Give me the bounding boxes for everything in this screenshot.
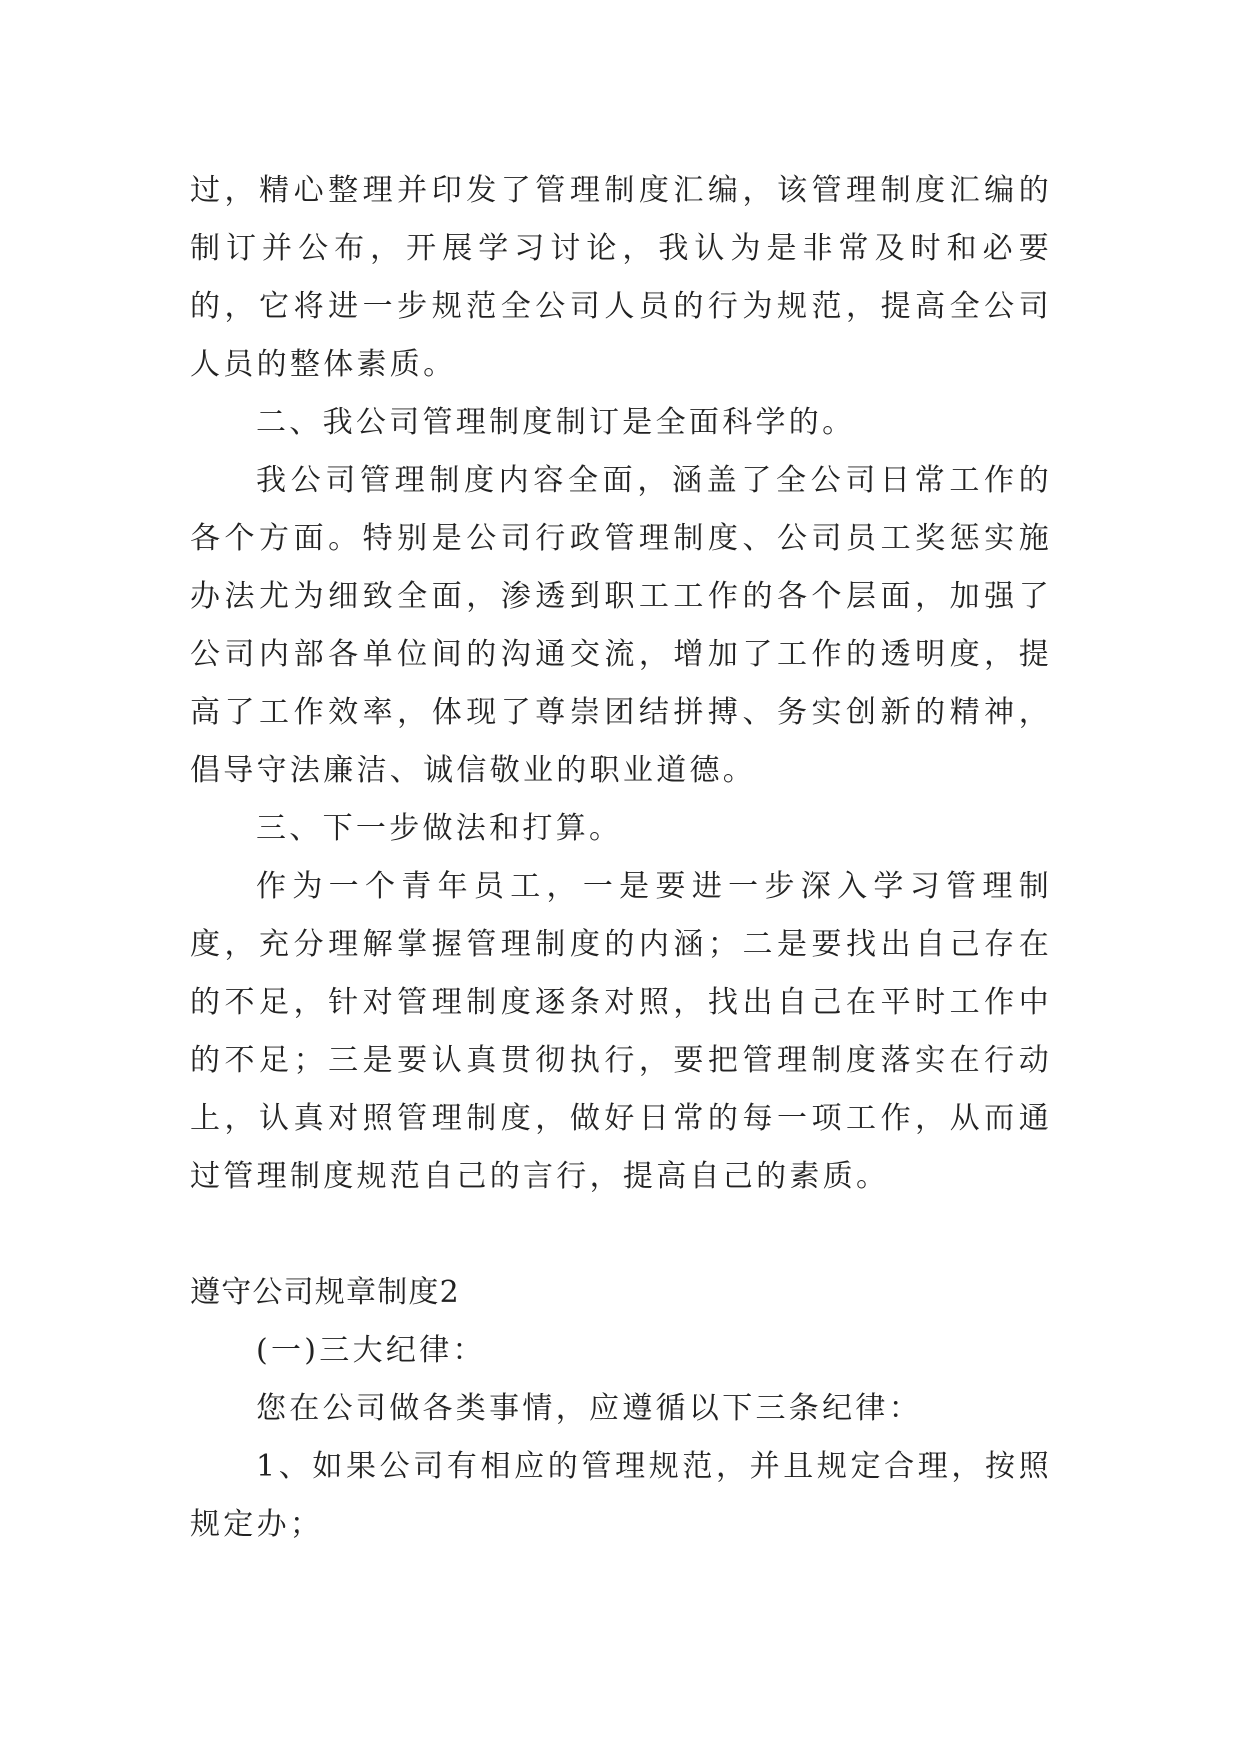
document-body bbox=[190, 162, 1052, 1554]
paragraph-1: 过，精心整理并印发了管理制度汇编，该管理制度汇编的制订并公布，开展学习讨论，我认为是非常及时和必要的，它将进一步规范全公司人员的行为规范，提高全公司人员的整体素质。 bbox=[190, 173, 1052, 382]
paragraph-2: 我公司管理制度内容全面，涵盖了全公司日常工作的各个方面。特别是公司行政管理制度、公司员工奖惩实施办法尤为细致全面，渗透到职工工作的各个层面，加强了公司内部各单位间的沟通交流，增加了工作的透明度，提高了工作效率，体现了尊崇团结拼搏、务实创新的精神，倡导守法廉洁、诚信敬业的职业道德。 bbox=[190, 463, 1052, 788]
section-paragraph-1: 您在公司做各类事情，应遵循以下三条纪律： bbox=[256, 1391, 922, 1426]
section-paragraph-2: 1、如果公司有相应的管理规范，并且规定合理，按照规定办； bbox=[190, 1449, 1052, 1542]
heading-three: 三、下一步做法和打算。 bbox=[256, 811, 623, 846]
heading-two: 二、我公司管理制度制订是全面科学的。 bbox=[256, 405, 856, 440]
section-title: 遵守公司规章制度2 bbox=[190, 1275, 460, 1310]
paragraph-3: 作为一个青年员工，一是要进一步深入学习管理制度，充分理解掌握管理制度的内涵；二是要找出自己存在的不足，针对管理制度逐条对照，找出自己在平时工作中的不足；三是要认真贯彻执行，要把管理制度落实在行动上，认真对照管理制度，做好日常的每一项工作，从而通过管理制度规范自己的言行，提高自己的素质。 bbox=[190, 869, 1052, 1194]
subsection-title: (一)三大纪律： bbox=[256, 1333, 486, 1368]
